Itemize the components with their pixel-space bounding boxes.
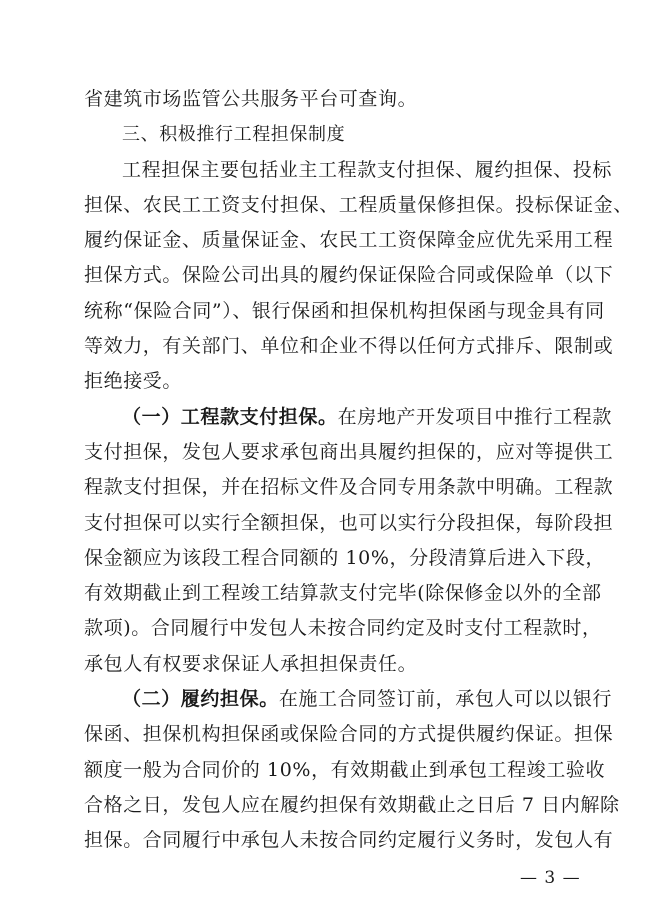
page-number: — 3 — [520,868,581,888]
paragraph-line: 担保。合同履行中承包人未按合同约定履行义务时，发包人有 [84,829,614,852]
paragraph-text: 在施工合同签订前，承包人可以以银行 [278,688,613,711]
paragraph-line [84,682,613,717]
paragraph-line: 担保方式。保险公司出具的履约保证保险合同或保险单（以下 [84,264,614,287]
paragraph-line: 等效力，有关部门、单位和企业不得以任何方式排斥、限制或 [84,335,614,358]
paragraph-line: 程款支付担保，并在招标文件及合同专用条款中明确。工程款 [84,476,614,499]
paragraph-line: 合格之日，发包人应在履约担保有效期截止之日后 7 日内解除 [84,793,620,816]
paragraph-line: 保金额应为该段工程合同额的 10%，分段清算后进入下段， [84,546,606,569]
paragraph-line: 履约保证金、质量保证金、农民工工资保障金应优先采用工程 [84,229,614,252]
paragraph-line: 拒绝接受。 [84,370,183,393]
paragraph-line: 支付担保，发包人要求承包商出具履约担保的，应对等提供工 [84,440,614,463]
paragraph-text: 在房地产开发项目中推行工程款 [337,405,613,428]
section-heading: 三、积极推行工程担保制度 [122,124,346,146]
paragraph-line: 额度一般为合同价的 10%，有效期截止到承包工程竣工验收 [84,758,606,781]
paragraph-line [84,400,613,435]
paragraph-line: 省建筑市场监管公共服务平台可查询。 [84,88,418,110]
paragraph-line: 工程担保主要包括业主工程款支付担保、履约担保、投标 [122,158,613,181]
subsection-heading: （二）履约担保。 [122,688,279,711]
paragraph-line: 统称“保险合同”）、银行保函和担保机构担保函与现金具有同 [84,299,605,322]
paragraph-line: 担保、农民工工资支付担保、工程质量保修担保。投标保证金、 [84,193,633,216]
document-body [84,82,633,859]
paragraph-line: 有效期截止到工程竣工结算款支付完毕(除保修金以外的全部 [84,582,602,605]
paragraph-line: 支付担保可以实行全额担保，也可以实行分段担保，每阶段担 [84,511,614,534]
paragraph-line: 承包人有权要求保证人承担担保责任。 [84,652,418,675]
paragraph-line: 款项)。合同履行中发包人未按合同约定及时支付工程款时， [84,617,602,640]
subsection-heading: （一）工程款支付担保。 [122,405,338,428]
paragraph-line: 保函、担保机构担保函或保险合同的方式提供履约保证。担保 [84,723,614,746]
